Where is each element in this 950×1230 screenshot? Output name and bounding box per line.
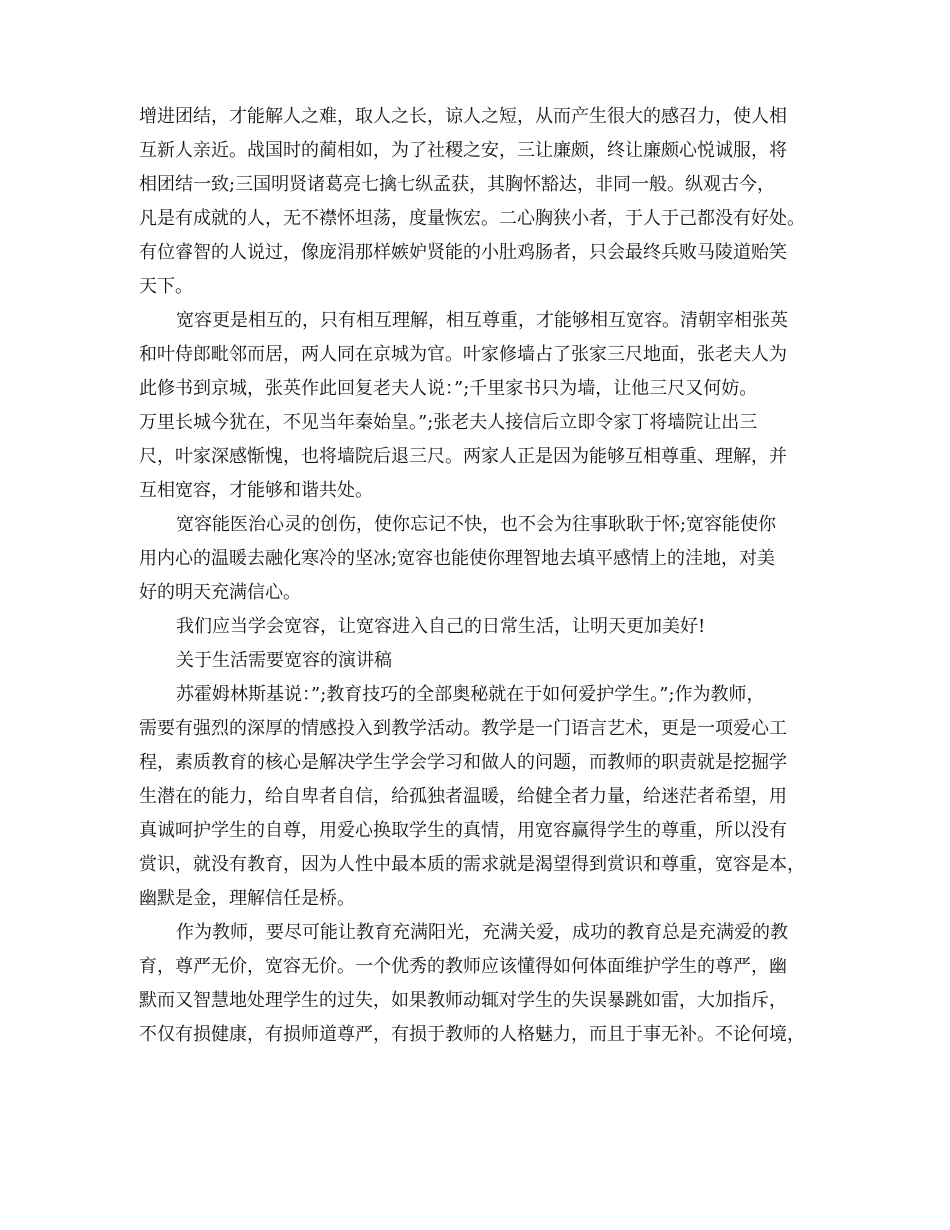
text-line: 增进团结，才能解人之难，取人之长，谅人之短，从而产生很大的感召力，使人相 <box>139 106 787 127</box>
paragraph-start-line: 苏霍姆林斯基说：”;教育技巧的全部奥秘就在于如何爱护学生。”;作为教师， <box>176 684 765 705</box>
text-line: 程，素质教育的核心是解决学生学会学习和做人的问题，而教师的职责就是挖掘学 <box>139 752 787 773</box>
paragraph-start-line: 宽容能医治心灵的创伤，使你忘记不快，也不会为往事耿耿于怀;宽容能使你 <box>176 514 777 535</box>
text-line: 相团结一致;三国明贤诸葛亮七擒七纵孟获，其胸怀豁达，非同一般。纵观古今， <box>139 174 776 195</box>
text-line: 幽默是金，理解信任是桥。 <box>139 888 355 909</box>
text-line: 有位睿智的人说过，像庞涓那样嫉妒贤能的小肚鸡肠者，只会最终兵败马陵道贻笑 <box>139 242 787 263</box>
text-line: 育，尊严无价，宽容无价。一个优秀的教师应该懂得如何体面维护学生的尊严，幽 <box>139 956 787 977</box>
text-line: 用内心的温暖去融化寒冷的坚冰;宽容也能使你理智地去填平感情上的洼地，对美 <box>139 548 776 569</box>
text-line: 和叶侍郎毗邻而居，两人同在京城为官。叶家修墙占了张家三尺地面，张老夫人为 <box>139 344 787 365</box>
text-line: 凡是有成就的人，无不襟怀坦荡，度量恢宏。二心胸狭小者，于人于己都没有好处。 <box>139 208 805 229</box>
text-line: 不仅有损健康，有损师道尊严，有损于教师的人格魅力，而且于事无补。不论何境， <box>139 1024 805 1045</box>
text-line: 互相宽容，才能够和谐共处。 <box>139 480 373 501</box>
text-line: 天下。 <box>139 276 193 297</box>
text-line: 默而又智慧地处理学生的过失，如果教师动辄对学生的失误暴跳如雷，大加指斥， <box>139 990 787 1011</box>
paragraph-start-line: 宽容更是相互的，只有相互理解，相互尊重，才能够相互宽容。清朝宰相张英 <box>176 310 788 331</box>
text-line: 万里长城今犹在，不见当年秦始皇。”;张老夫人接信后立即令家丁将墙院让出三 <box>139 412 758 433</box>
paragraph-start-line: 我们应当学会宽容，让宽容进入自己的日常生活，让明天更加美好! <box>176 616 706 637</box>
document-page <box>139 100 824 1052</box>
text-line: 生潜在的能力，给自卑者自信，给孤独者温暖，给健全者力量，给迷茫者希望，用 <box>139 786 787 807</box>
section-heading: 关于生活需要宽容的演讲稿 <box>176 650 392 671</box>
text-line: 真诚呵护学生的自尊，用爱心换取学生的真情，用宽容赢得学生的尊重，所以没有 <box>139 820 787 841</box>
text-line: 需要有强烈的深厚的情感投入到教学活动。教学是一门语言艺术，更是一项爱心工 <box>139 718 787 739</box>
paragraph-start-line: 作为教师，要尽可能让教育充满阳光，充满关爱，成功的教育总是充满爱的教 <box>176 922 788 943</box>
text-line: 赏识，就没有教育，因为人性中最本质的需求就是渴望得到赏识和尊重，宽容是本， <box>139 854 805 875</box>
text-line: 好的明天充满信心。 <box>139 582 301 603</box>
text-line: 尺，叶家深感惭愧，也将墙院后退三尺。两家人正是因为能够互相尊重、理解，并 <box>139 446 787 467</box>
text-line: 此修书到京城，张英作此回复老夫人说：”;千里家书只为墙，让他三尺又何妨。 <box>139 378 758 399</box>
text-line: 互新人亲近。战国时的蔺相如，为了社稷之安，三让廉颇，终让廉颇心悦诚服，将 <box>139 140 787 161</box>
